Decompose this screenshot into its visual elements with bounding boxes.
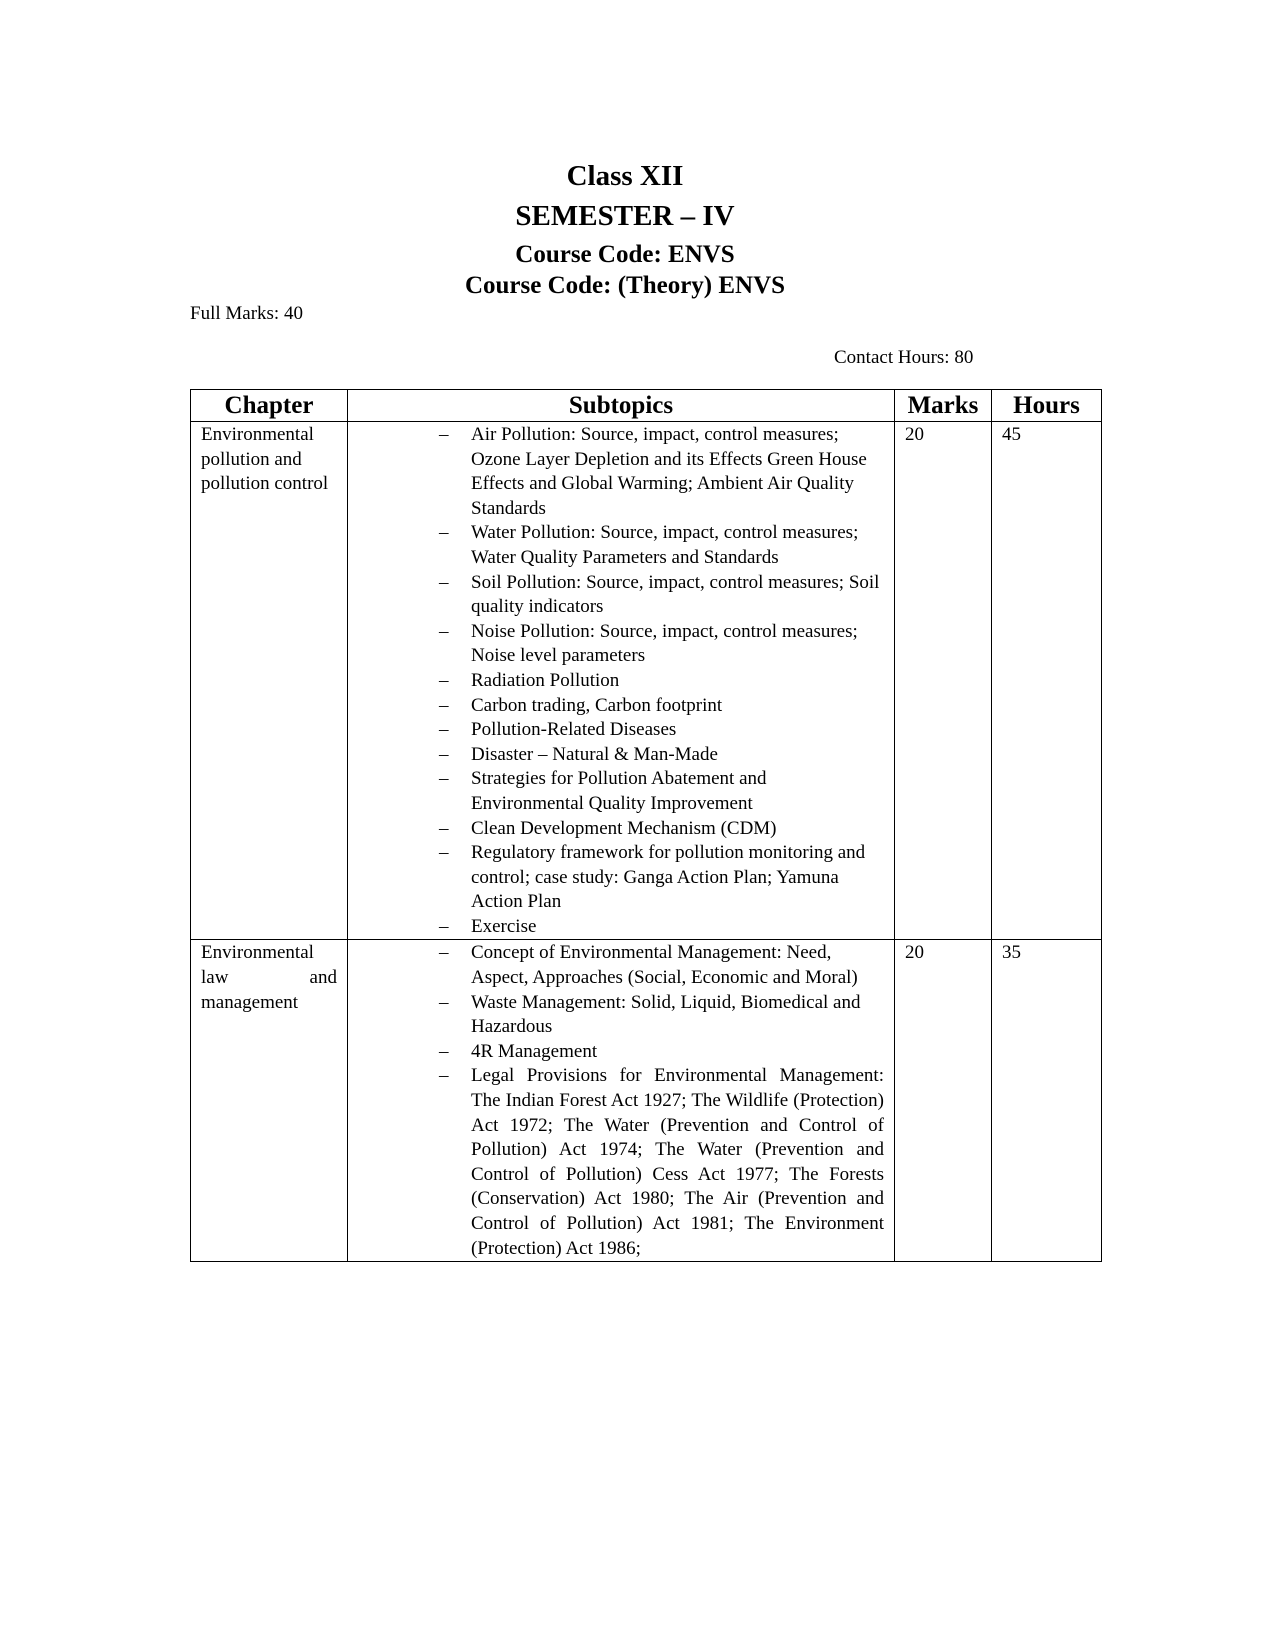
list-item	[439, 521, 884, 570]
list-item	[439, 941, 884, 990]
list-item	[439, 991, 884, 1040]
dash-bullet: –	[439, 669, 449, 691]
dash-bullet: –	[439, 817, 449, 839]
list-item	[439, 817, 884, 842]
dash-bullet: –	[439, 743, 449, 765]
list-item	[439, 571, 884, 620]
course-code: Course Code: ENVS	[515, 241, 735, 268]
dash-bullet: –	[439, 522, 449, 544]
header-chapter: Chapter	[191, 390, 348, 422]
subtopic-text: Concept of Environmental Management: Need, Aspect, Approaches (Social, Economic and Moral)	[471, 942, 858, 989]
subtopic-text: Radiation Pollution	[471, 669, 620, 691]
subtopic-text: Pollution-Related Diseases	[471, 719, 677, 741]
subtopic-text: Regulatory framework for pollution monitoring and control; case study: Ganga Action Plan; Yamuna Action Plan	[471, 842, 866, 913]
header-marks: Marks	[895, 390, 992, 422]
dash-bullet: –	[439, 1040, 449, 1062]
list-item	[439, 718, 884, 743]
list-item	[439, 423, 884, 521]
list-item	[439, 669, 884, 694]
subtopic-text: Strategies for Pollution Abatement and Environmental Quality Improvement	[471, 768, 767, 814]
marks-cell: 20	[895, 940, 992, 1262]
dash-bullet: –	[439, 942, 449, 964]
subtopic-list	[358, 423, 884, 939]
list-item	[439, 841, 884, 915]
dash-bullet: –	[439, 694, 449, 716]
course-code-theory: Course Code: (Theory) ENVS	[464, 272, 786, 299]
list-item	[439, 743, 884, 768]
dash-bullet: –	[439, 768, 449, 790]
subtopic-text: Legal Provisions for Environmental Management: The Indian Forest Act 1927; The Wildlife (Protection) Act 1972; The Water (Prevention and Control of Pollution) Act 1974; The Water (Prevention and Control of Pollution) Cess Act 1977; The Forests (Conservation) Act 1980; The Air (Prevention and Control of Pollution) Act 1981; The Environment (Protection) Act 1986;	[471, 1065, 884, 1259]
dash-bullet: –	[439, 991, 449, 1013]
full-marks: Full Marks: 40	[190, 303, 303, 324]
marks-cell: 20	[895, 422, 992, 940]
list-item	[439, 915, 884, 940]
subtopic-text: Soil Pollution: Source, impact, control measures; Soil quality indicators	[471, 571, 880, 618]
subtopic-text: Carbon trading, Carbon footprint	[471, 694, 723, 716]
contact-hours: Contact Hours: 80	[834, 347, 974, 368]
subtopic-list	[358, 941, 884, 1261]
subtopics-cell	[348, 940, 895, 1262]
subtopic-text: 4R Management	[471, 1040, 598, 1062]
list-item	[439, 694, 884, 719]
dash-bullet: –	[439, 424, 449, 445]
list-item	[439, 767, 884, 816]
subtopic-text: Disaster – Natural & Man-Made	[471, 743, 718, 765]
subtopic-text: Water Pollution: Source, impact, control measures; Water Quality Parameters and Standards	[471, 522, 859, 568]
subtopic-text: Exercise	[471, 915, 537, 937]
dash-bullet: –	[439, 842, 449, 864]
table-row	[191, 940, 1102, 1262]
chapter-line: law and	[201, 967, 337, 989]
table-header-row	[191, 390, 1102, 422]
chapter-line: management	[201, 991, 299, 1013]
hours-cell: 35	[992, 940, 1102, 1262]
dash-bullet: –	[439, 719, 449, 741]
subtopics-cell	[348, 422, 895, 940]
hours-cell: 45	[992, 422, 1102, 940]
subtopic-text: Air Pollution: Source, impact, control measures; Ozone Layer Depletion and its Effects Green House Effects and Global Warming; Ambient Air Quality Standards	[471, 424, 867, 519]
dash-bullet: –	[439, 1065, 449, 1087]
list-item	[439, 620, 884, 669]
header-hours: Hours	[992, 390, 1102, 422]
chapter-name: Environmental pollution and pollution control	[201, 424, 329, 495]
subtopic-text: Waste Management: Solid, Liquid, Biomedical and Hazardous	[471, 991, 861, 1038]
syllabus-table	[190, 389, 1102, 1262]
dash-bullet: –	[439, 915, 449, 937]
subtopic-text: Noise Pollution: Source, impact, control measures; Noise level parameters	[471, 620, 858, 667]
header-subtopics: Subtopics	[348, 390, 895, 422]
dash-bullet: –	[439, 571, 449, 593]
list-item	[439, 1064, 884, 1261]
list-item	[439, 1040, 884, 1065]
subtopic-text: Clean Development Mechanism (CDM)	[471, 817, 777, 839]
chapter-name	[201, 941, 337, 1015]
chapter-cell	[191, 940, 348, 1262]
table-row	[191, 422, 1102, 940]
chapter-line: Environmental	[201, 942, 314, 964]
semester-title: SEMESTER – IV	[515, 200, 735, 232]
dash-bullet: –	[439, 620, 449, 642]
class-title: Class XII	[566, 160, 684, 192]
chapter-cell	[191, 422, 348, 940]
